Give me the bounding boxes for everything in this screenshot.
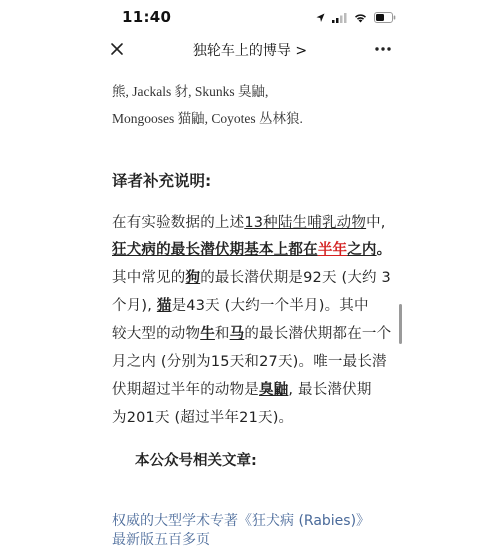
text-run-bold-underlined: 狂犬病的最长潜伏期基本上都在 [112, 242, 318, 258]
paragraph-line-6: 月之内 (分别为15天和27天)。唯一最长潜 [112, 354, 387, 370]
text-run-bold-underlined: 牛 [200, 326, 215, 342]
text-run: 和 [214, 326, 230, 342]
text-run-highlight: 半年 [317, 242, 348, 258]
text-run-bold-underlined: 猫 [156, 298, 172, 314]
nav-title[interactable]: 独轮车上的博导 > [192, 43, 308, 59]
text-run-bold-underlined: 马 [229, 326, 245, 342]
location-arrow-icon [316, 8, 325, 27]
text-run: 个月), [112, 298, 157, 314]
more-icon[interactable] [374, 40, 392, 58]
paragraph-line-2 [112, 238, 391, 259]
text-run: , 最长潜伏期 [288, 382, 372, 398]
text-run-bold-underlined: 狗 [185, 270, 201, 286]
text-run-bold: 。 [376, 242, 392, 258]
text-run: 在有实验数据的上述 [112, 215, 245, 231]
text-run: 中, [366, 215, 386, 231]
status-bar [0, 0, 500, 34]
section-heading: 译者补充说明: [112, 172, 212, 190]
animal-list-line-1: 熊, Jackals 豺, Skunks 臭鼬, [112, 84, 269, 99]
text-run: 伏期超过半年的动物是 [112, 382, 259, 398]
related-article-link-continued[interactable] [112, 529, 232, 548]
status-time: 11:40 [122, 8, 172, 26]
paragraph-line-1 [112, 211, 386, 232]
paragraph-line-5 [112, 322, 391, 343]
nav-bar [0, 34, 500, 64]
related-articles-heading: 本公众号相关文章: [135, 453, 257, 469]
text-run: 其中常见的 [112, 270, 186, 286]
battery-icon [374, 8, 396, 27]
related-article-link-text: 最新版五百多页 [112, 532, 210, 548]
text-run: 较大型的动物 [112, 326, 201, 342]
paragraph-line-8: 为201天 (超过半年21天)。 [112, 410, 294, 426]
animal-list-line-2: Mongooses 猫鼬, Coyotes 丛林狼. [112, 111, 303, 126]
signal-icon [332, 8, 347, 27]
wifi-icon [354, 8, 367, 27]
paragraph-line-4 [112, 294, 369, 315]
text-run: 的最长潜伏期是92天 (大约 3 [200, 270, 391, 286]
scroll-indicator[interactable] [399, 304, 402, 344]
status-icons [316, 10, 396, 24]
text-run-bold-underlined: 臭鼬 [259, 382, 289, 398]
text-run-bold-underlined: 之内 [347, 242, 377, 258]
text-run-underlined: 13种陆生哺乳动物 [244, 215, 367, 231]
text-run: 的最长潜伏期都在一个 [244, 326, 392, 342]
paragraph-line-3 [112, 266, 391, 287]
paragraph-line-7 [112, 378, 372, 399]
related-article-link[interactable]: 权威的大型学术专著《狂犬病 (Rabies)》 [112, 513, 371, 529]
text-run: 是43天 (大约一个半月)。其中 [171, 298, 369, 314]
